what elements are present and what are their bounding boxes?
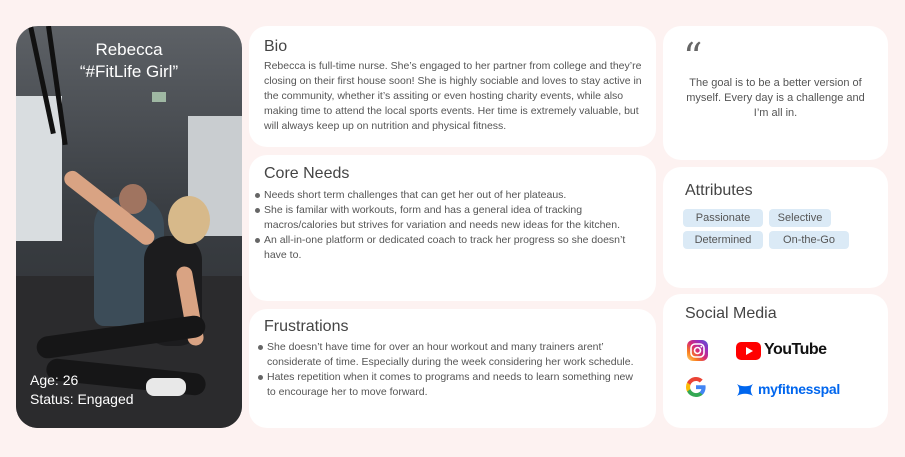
frustrations-card	[249, 309, 656, 428]
bio-text: Rebecca is full-time nurse. She’s engaged to her partner from college and they’re closing on their first house soon! She is highly sociable and loves to stay active in the community, whether it’s assiting or even hosting charity events, while also making time to attend the local sports events. Her time is extremely valuable, but will always keep up on nutrition and physical fitness.	[264, 60, 642, 132]
google-glyph	[684, 375, 708, 399]
list-item: Hates repetition when it comes to programs and needs to learn something new to encourage her to move forward.	[258, 370, 638, 400]
persona-age: Age: 26	[30, 372, 79, 388]
persona-photo-card	[16, 26, 242, 428]
list-item: She is familar with workouts, form and has a general idea of tracking macros/calories but strives for variation and needs new ideas for the kitchen.	[255, 203, 635, 233]
frustrations-title: Frustrations	[264, 318, 349, 335]
attribute-chip: Passionate	[683, 209, 763, 227]
core-needs-title: Core Needs	[264, 165, 350, 182]
bio-title: Bio	[264, 38, 288, 55]
quote-mark-icon: “	[683, 35, 703, 79]
social-media-title: Social Media	[685, 305, 777, 322]
attribute-chip: Determined	[683, 231, 763, 249]
core-needs-list	[255, 188, 635, 263]
core-needs-card	[249, 155, 656, 301]
persona-tagline: “#FitLife Girl”	[79, 62, 179, 81]
persona-name: Rebecca	[95, 40, 163, 59]
instagram-glyph	[687, 340, 708, 361]
gym-exit-sign	[152, 92, 166, 102]
woman-head	[168, 196, 210, 244]
list-item: Needs short term challenges that can get her out of her plateaus.	[255, 188, 635, 203]
frustrations-list	[258, 340, 638, 400]
youtube-play-icon	[736, 342, 761, 360]
attributes-title: Attributes	[685, 182, 753, 199]
youtube-icon[interactable]	[736, 341, 826, 361]
myfitnesspal-wordmark: myfitnesspal	[758, 381, 840, 397]
list-item: She doesn’t have time for over an hour workout and many trainers arent’ considerate of time. Especially during the week considering her work schedule.	[258, 340, 638, 370]
attributes-card	[663, 167, 888, 288]
under-armour-glyph	[736, 383, 754, 397]
social-media-card	[663, 294, 888, 428]
youtube-wordmark: YouTube	[764, 341, 827, 358]
list-item: An all-in-one platform or dedicated coach to track her progress so she doesn’t have to.	[255, 233, 635, 263]
quote-text: The goal is to be a better version of myself. Every day is a challenge and I’m all in.	[686, 77, 865, 119]
instagram-icon[interactable]	[687, 340, 708, 361]
bio-card	[249, 26, 656, 147]
gym-window	[16, 96, 62, 241]
google-icon[interactable]	[684, 375, 708, 399]
quote-card	[663, 26, 888, 160]
attribute-chip: Selective	[769, 209, 831, 227]
persona-status: Status: Engaged	[30, 391, 134, 407]
sneaker	[146, 378, 186, 396]
myfitnesspal-icon[interactable]	[736, 381, 861, 399]
attribute-chip: On-the-Go	[769, 231, 849, 249]
